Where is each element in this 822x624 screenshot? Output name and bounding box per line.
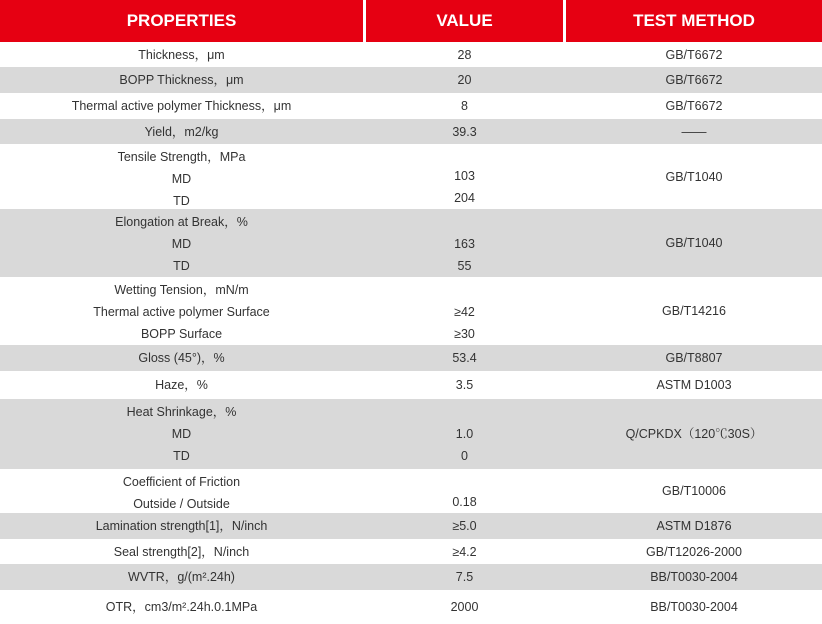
test-method-text: GB/T6672 <box>665 47 723 62</box>
value-text: 204 <box>454 191 475 205</box>
test-method-cell <box>566 590 822 623</box>
table-row <box>0 42 822 67</box>
property-text: TD <box>173 449 190 463</box>
value-cell <box>366 345 563 371</box>
property-text: Tensile Strength，MPa <box>117 150 246 164</box>
value-text: 1.0 <box>455 427 474 441</box>
header-value: VALUE <box>366 0 563 42</box>
table-body <box>0 42 822 623</box>
table-row <box>0 539 822 564</box>
value-text: 8 <box>461 99 468 113</box>
value-text: 39.3 <box>452 124 477 139</box>
table-row <box>0 371 822 399</box>
value-cell <box>366 590 563 623</box>
value-text: 163 <box>454 237 475 251</box>
property-cell <box>0 371 363 399</box>
test-method-cell <box>566 119 822 144</box>
table-row <box>0 67 822 93</box>
property-cell <box>0 590 363 623</box>
property-text: MD <box>171 237 192 251</box>
test-method-cell <box>566 539 822 564</box>
value-cell <box>366 67 563 93</box>
property-text: Thermal active polymer Surface <box>93 305 270 319</box>
property-cell <box>0 399 363 469</box>
property-cell <box>0 513 363 539</box>
value-cell <box>366 513 563 539</box>
value-cell <box>366 42 563 67</box>
property-text: Seal strength[2]，N/inch <box>113 544 250 559</box>
header-test-method: TEST METHOD <box>566 0 822 42</box>
property-cell <box>0 469 363 513</box>
test-method-text: GB/T8807 <box>665 351 723 365</box>
value-text: ≥42 <box>454 305 475 319</box>
property-text: MD <box>171 172 192 186</box>
property-text: Heat Shrinkage，% <box>126 405 237 419</box>
property-cell <box>0 119 363 144</box>
test-method-cell <box>566 93 822 119</box>
value-cell <box>366 144 563 209</box>
table-row <box>0 119 822 144</box>
property-text: TD <box>173 259 190 273</box>
test-method-text: ASTM D1003 <box>656 378 732 392</box>
table-row <box>0 277 822 345</box>
test-method-cell <box>566 513 822 539</box>
test-method-cell <box>566 209 822 277</box>
property-cell <box>0 93 363 119</box>
property-text: Thickness，μm <box>138 47 225 62</box>
value-text: ≥5.0 <box>452 519 477 533</box>
property-cell <box>0 67 363 93</box>
test-method-text: GB/T6672 <box>665 73 723 87</box>
test-method-text: GB/T10006 <box>662 484 726 498</box>
property-text: MD <box>171 427 192 441</box>
table-row <box>0 345 822 371</box>
table-row <box>0 399 822 469</box>
property-text: Elongation at Break，% <box>115 215 248 229</box>
property-text: OTR，cm3/m².24h.0.1MPa <box>105 599 258 614</box>
test-method-text: GB/T6672 <box>665 99 723 113</box>
header-properties: PROPERTIES <box>0 0 363 42</box>
property-text: Gloss (45°)，% <box>138 351 225 365</box>
table-row <box>0 144 822 209</box>
table-row <box>0 93 822 119</box>
property-cell <box>0 144 363 209</box>
property-text: TD <box>173 194 190 208</box>
property-cell <box>0 42 363 67</box>
table-row <box>0 469 822 513</box>
test-method-cell <box>566 42 822 67</box>
test-method-cell <box>566 144 822 209</box>
property-text: Outside / Outside <box>133 497 230 511</box>
property-cell <box>0 345 363 371</box>
property-text: BOPP Surface <box>140 327 223 341</box>
test-method-text: —— <box>681 124 707 139</box>
value-cell <box>366 277 563 345</box>
value-text: 0.18 <box>452 495 477 509</box>
table-header <box>0 0 822 42</box>
test-method-cell <box>566 564 822 590</box>
property-text: Thermal active polymer Thickness，μm <box>71 99 292 113</box>
property-text: Coefficient of Friction <box>122 475 241 489</box>
test-method-cell <box>566 67 822 93</box>
test-method-cell <box>566 399 822 469</box>
test-method-text: GB/T14216 <box>662 304 726 318</box>
test-method-text: Q/CPKDX（120℃30S） <box>625 427 763 441</box>
test-method-text: ASTM D1876 <box>656 519 732 533</box>
table-row <box>0 209 822 277</box>
value-cell <box>366 371 563 399</box>
test-method-text: BB/T0030-2004 <box>650 570 738 584</box>
property-text: Lamination strength[1]，N/inch <box>95 519 268 533</box>
value-text: 0 <box>461 449 468 463</box>
value-cell <box>366 399 563 469</box>
property-text: WVTR，g/(m².24h) <box>128 570 235 584</box>
value-cell <box>366 93 563 119</box>
value-text: 20 <box>457 73 472 87</box>
value-cell <box>366 469 563 513</box>
value-cell <box>366 539 563 564</box>
test-method-text: GB/T1040 <box>665 236 723 250</box>
test-method-text: GB/T12026-2000 <box>646 544 742 559</box>
property-cell <box>0 564 363 590</box>
value-text: ≥30 <box>454 327 475 341</box>
table-row <box>0 564 822 590</box>
value-cell <box>366 209 563 277</box>
property-cell <box>0 209 363 277</box>
value-text: ≥4.2 <box>452 544 477 559</box>
value-cell <box>366 119 563 144</box>
test-method-text: BB/T0030-2004 <box>650 599 738 614</box>
value-text: 7.5 <box>455 570 474 584</box>
value-text: 2000 <box>450 599 479 614</box>
property-text: Haze，% <box>155 378 208 392</box>
test-method-text: GB/T1040 <box>665 169 723 184</box>
value-text: 28 <box>457 47 472 62</box>
value-text: 3.5 <box>455 378 474 392</box>
property-cell <box>0 539 363 564</box>
property-cell <box>0 277 363 345</box>
test-method-cell <box>566 277 822 345</box>
property-text: BOPP Thickness，μm <box>119 73 244 87</box>
test-method-cell <box>566 469 822 513</box>
property-text: Yield，m2/kg <box>144 124 219 139</box>
table-row <box>0 590 822 623</box>
test-method-cell <box>566 371 822 399</box>
table-row <box>0 513 822 539</box>
value-text: 103 <box>454 169 475 183</box>
value-text: 55 <box>457 259 472 273</box>
test-method-cell <box>566 345 822 371</box>
value-text: 53.4 <box>452 351 477 365</box>
value-cell <box>366 564 563 590</box>
property-text: Wetting Tension，mN/m <box>114 283 249 297</box>
